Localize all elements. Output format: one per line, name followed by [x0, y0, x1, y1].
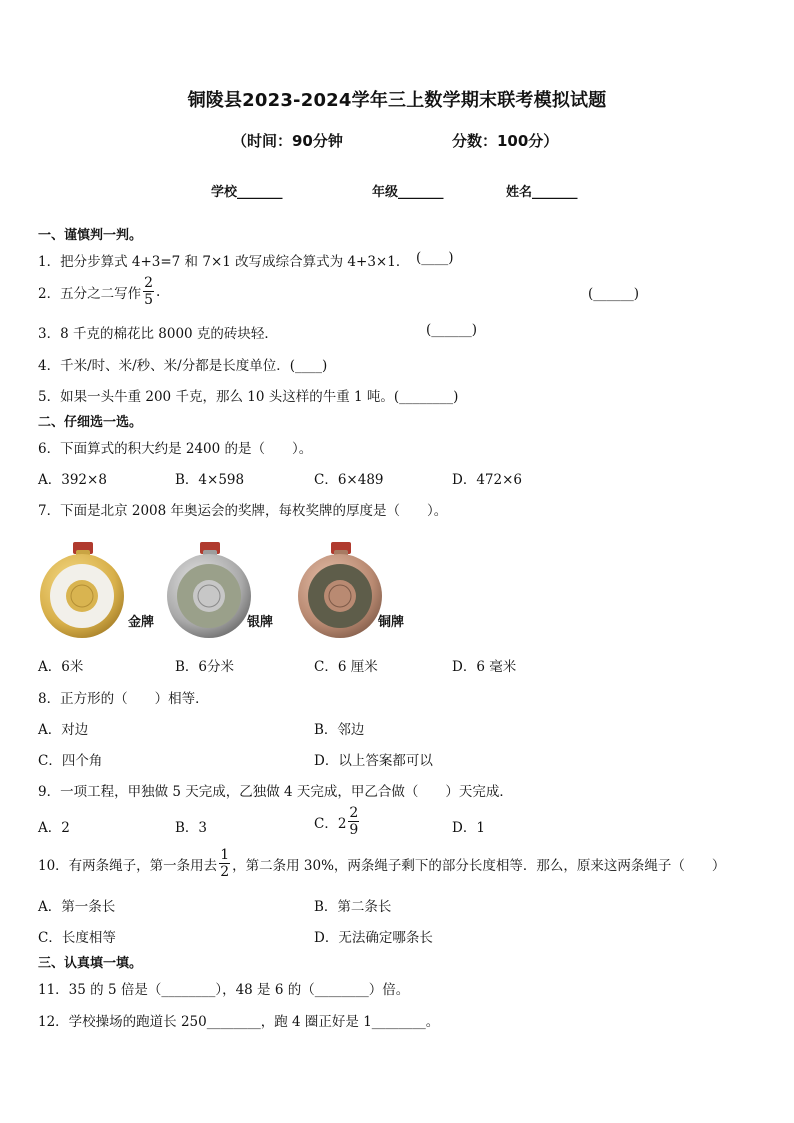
q8-option-d[interactable]: D．以上答案都可以 [314, 753, 433, 769]
fraction-numerator: 2 [349, 805, 359, 821]
fraction-numerator: 1 [220, 847, 230, 863]
q6-option-a[interactable]: A．392×8 [38, 472, 107, 488]
answer-blank-2[interactable]: (______) [588, 286, 640, 302]
exam-time: （时间：90分钟 [232, 132, 343, 150]
medals-figure [38, 540, 418, 640]
q9-option-d[interactable]: D．1 [452, 820, 485, 836]
q7-option-b[interactable]: B．6分米 [175, 659, 235, 675]
question-6: 6．下面算式的积大约是 2400 的是（ ）。 [38, 441, 313, 457]
fraction-numerator: 2 [144, 275, 154, 291]
question-10-text-a: 10．有两条绳子，第一条用去 [38, 857, 218, 874]
q6-option-d[interactable]: D．472×6 [452, 472, 522, 488]
answer-blank-1[interactable]: (____) [416, 250, 454, 266]
bronze-medal-label: 铜牌 [378, 615, 405, 630]
grade-field[interactable]: 年级_______ [372, 185, 444, 200]
q7-option-d[interactable]: D．6 毫米 [452, 659, 517, 675]
q10-option-c[interactable]: C．长度相等 [38, 930, 116, 946]
silver-medal [167, 542, 251, 638]
q10-option-b[interactable]: B．第二条长 [314, 899, 392, 915]
fraction [219, 848, 230, 879]
fraction [143, 276, 154, 307]
question-10 [38, 848, 725, 879]
silver-medal-label: 银牌 [247, 615, 274, 630]
page-title: 铜陵县2023-2024学年三上数学期末联考模拟试题 [187, 90, 607, 111]
fraction-denominator: 9 [349, 822, 359, 838]
fraction-denominator: 5 [144, 292, 154, 308]
fraction [348, 806, 359, 837]
question-2-text: 2．五分之二写作 [38, 285, 142, 302]
q8-option-c[interactable]: C．四个角 [38, 753, 103, 769]
question-5: 5．如果一头牛重 200 千克，那么 10 头这样的牛重 1 吨。(________) [38, 389, 459, 405]
question-4: 4．千米/时、米/秒、米/分都是长度单位．(____) [38, 358, 328, 374]
question-11: 11．35 的 5 倍是（________），48 是 6 的（________）倍。 [38, 982, 410, 998]
exam-score: 分数：100分） [452, 132, 559, 150]
question-1: 1．把分步算式 4+3=7 和 7×1 改写成综合算式为 4+3×1． [38, 254, 410, 270]
q6-option-c[interactable]: C．6×489 [314, 472, 384, 488]
q10-option-a[interactable]: A．第一条长 [38, 899, 116, 915]
bronze-medal [298, 542, 382, 638]
q8-option-b[interactable]: B．邻边 [314, 722, 365, 738]
question-9: 9．一项工程，甲独做 5 天完成，乙独做 4 天完成，甲乙合做（ ）天完成． [38, 784, 513, 800]
q6-option-b[interactable]: B．4×598 [175, 472, 245, 488]
q10-option-d[interactable]: D．无法确定哪条长 [314, 930, 433, 946]
q9-option-a[interactable]: A．2 [38, 820, 70, 836]
gold-medal [40, 542, 124, 638]
question-12: 12．学校操场的跑道长 250________，跑 4 圈正好是 1________。 [38, 1014, 440, 1030]
answer-blank-3[interactable]: (______) [426, 322, 478, 338]
q9-option-c[interactable] [314, 806, 361, 837]
name-field[interactable]: 姓名_______ [506, 185, 578, 200]
q9-option-b[interactable]: B．3 [175, 820, 208, 836]
section-heading-1: 一、谨慎判一判。 [38, 228, 143, 243]
q9-option-c-whole: C．2 [314, 815, 347, 832]
fraction-denominator: 2 [220, 864, 230, 880]
medals-image [38, 540, 418, 640]
q7-option-c[interactable]: C．6 厘米 [314, 659, 378, 675]
question-10-text-b: ，第二条用 30%，两条绳子剩下的部分长度相等．那么，原来这两条绳子（ ） [232, 857, 726, 874]
school-field[interactable]: 学校_______ [211, 185, 283, 200]
gold-medal-label: 金牌 [128, 615, 155, 630]
q8-option-a[interactable]: A．对边 [38, 722, 89, 738]
section-heading-2: 二、仔细选一选。 [38, 415, 143, 430]
q7-option-a[interactable]: A．6米 [38, 659, 84, 675]
section-heading-3: 三、认真填一填。 [38, 956, 143, 971]
question-2 [38, 276, 160, 307]
question-7: 7．下面是北京 2008 年奥运会的奖牌，每枚奖牌的厚度是（ ）。 [38, 503, 448, 519]
question-8: 8．正方形的（ ）相等． [38, 691, 209, 707]
question-3: 3．8 千克的棉花比 8000 克的砖块轻． [38, 326, 278, 342]
question-2-dot: . [156, 283, 161, 300]
